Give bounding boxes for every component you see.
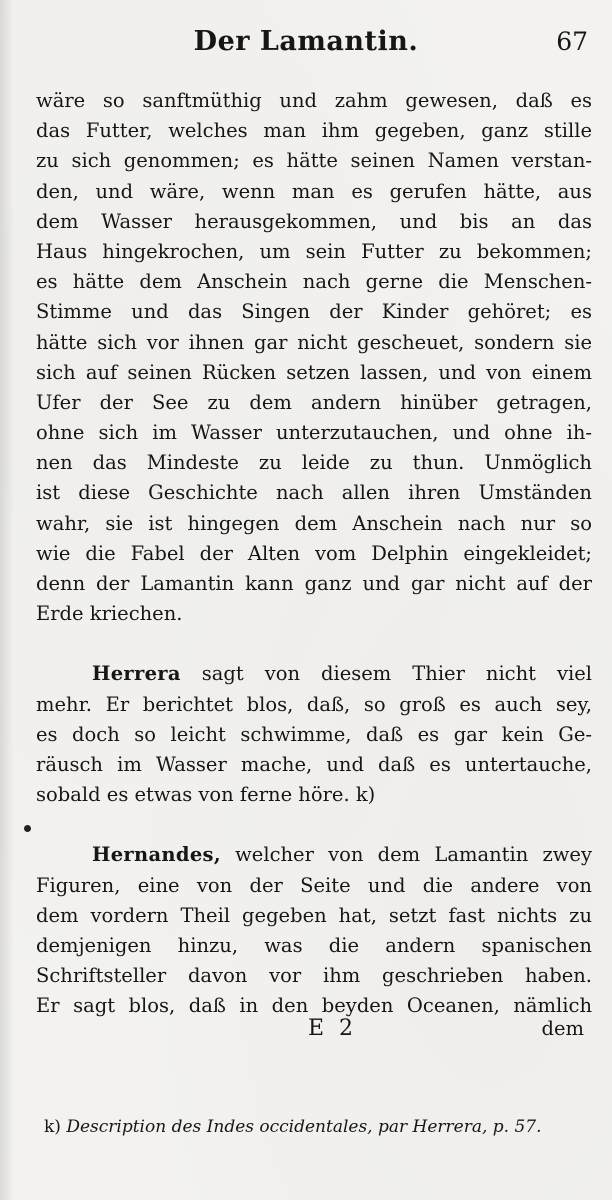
body-text — [36, 86, 592, 1021]
text-line: wie die Fabel der Alten vom Delphin eingekleidet; — [36, 541, 592, 565]
text-line — [36, 659, 592, 689]
text-line — [36, 840, 592, 870]
text-line: es doch so leicht schwimme, daß es gar kein Ge- — [36, 722, 592, 746]
text-line: Schriftsteller davon vor ihm geschrieben haben. — [36, 964, 592, 988]
text-line: es hätte dem Anschein nach gerne die Menschen- — [36, 270, 592, 294]
author-name-herrera: Herrera — [92, 662, 181, 686]
text-line: Haus hingekrochen, um sein Futter zu bekommen; — [36, 239, 592, 263]
text-line: das Futter, welches man ihm gegeben, ganz stille — [36, 119, 592, 143]
footnote-text: Description des Indes occidentales, par Herrera, p. 57. — [66, 1117, 542, 1137]
text-line: Stimme und das Singen der Kinder gehöret; es — [36, 300, 592, 324]
text-line: ist diese Geschichte nach allen ihren Umständen — [36, 481, 592, 505]
text-line: Ufer der See zu dem andern hinüber getragen, — [36, 390, 592, 414]
text-line: mehr. Er berichtet blos, daß, so groß es auch sey, — [36, 692, 592, 716]
text-line: demjenigen hinzu, was die andern spanischen — [36, 933, 592, 957]
page-number: 67 — [556, 27, 588, 56]
text-span: sagt von diesem Thier nicht viel — [180, 662, 592, 686]
author-name-hernandes: Hernandes, — [92, 843, 221, 867]
text-line: nen das Mindeste zu leide zu thun. Unmöglich — [36, 451, 592, 475]
paragraph-gap — [36, 629, 592, 659]
text-line: ohne sich im Wasser unterzutauchen, und ohne ih- — [36, 421, 592, 445]
text-line: zu sich genommen; es hätte seinen Namen verstan- — [36, 149, 592, 173]
text-line: sobald es etwas von ferne höre. k) — [36, 783, 376, 807]
text-line: sich auf seinen Rücken setzen lassen, und von einem — [36, 360, 592, 384]
footnote-marker: k) — [44, 1117, 61, 1137]
text-span: welcher von dem Lamantin zwey — [220, 843, 592, 867]
running-head — [0, 22, 612, 62]
footnote — [44, 1114, 542, 1140]
text-line: Erde kriechen. — [36, 602, 183, 626]
text-line: hätte sich vor ihnen gar nicht gescheuet, sondern sie — [36, 330, 592, 354]
text-line: dem Wasser herausgekommen, und bis an das — [36, 209, 592, 233]
margin-bullet-mark — [24, 825, 31, 832]
text-line: den, und wäre, wenn man es gerufen hätte, aus — [36, 179, 592, 203]
text-line: Figuren, eine von der Seite und die andere von — [36, 873, 592, 897]
paragraph-gap — [36, 810, 592, 840]
text-line: Er sagt blos, daß in den beyden Oceanen, nämlich — [36, 994, 592, 1018]
text-line: wäre so sanftmüthig und zahm gewesen, daß es — [36, 89, 592, 112]
signature-mark: E 2 — [308, 1016, 358, 1041]
text-line: dem vordern Theil gegeben hat, setzt fast nichts zu — [36, 903, 592, 927]
text-line: räusch im Wasser mache, und daß es untertauche, — [36, 752, 592, 776]
catchword: dem — [541, 1017, 584, 1040]
page-title: Der Lamantin. — [193, 26, 419, 57]
gutter-shadow — [0, 0, 14, 1200]
text-line: wahr, sie ist hingegen dem Anschein nach nur so — [36, 511, 592, 535]
text-line: denn der Lamantin kann ganz und gar nicht auf der — [36, 572, 592, 595]
